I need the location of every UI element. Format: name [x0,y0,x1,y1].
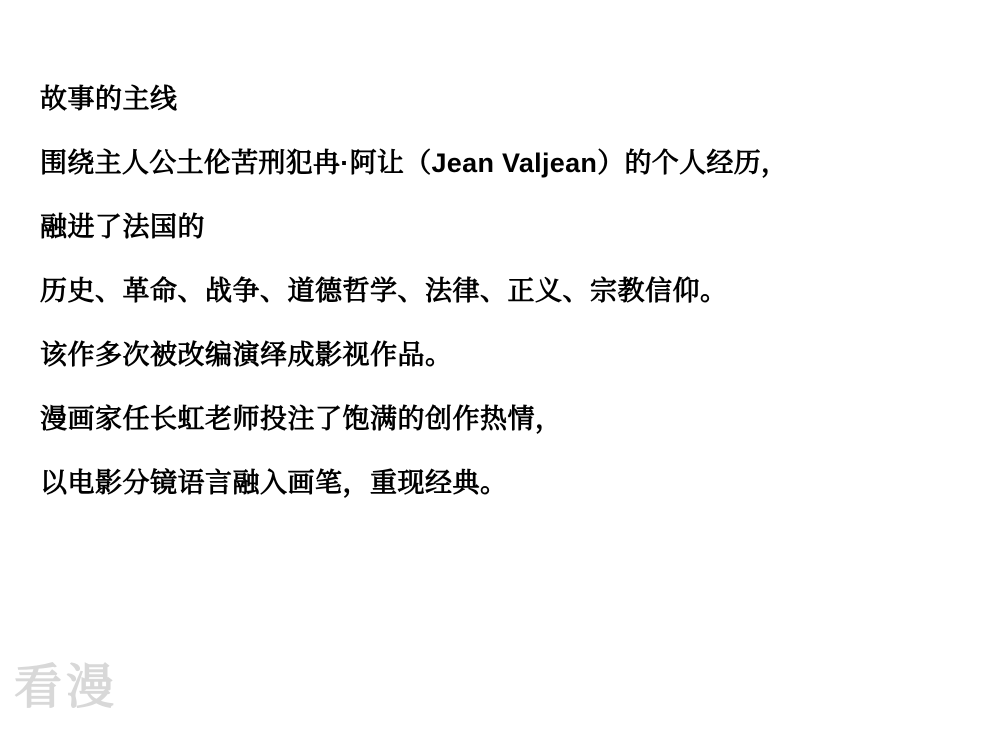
body-line: 融进了法国的 [40,212,205,242]
body-line: 漫画家任长虹老师投注了饱满的创作热情， [40,404,563,434]
watermark-label: 看漫 [14,661,119,714]
body-line: 故事的主线 [40,84,178,114]
body-line: 该作多次被改编演绎成影视作品。 [40,340,453,370]
body-line: 围绕主人公土伦苦刑犯冉·阿让（Jean Valjean）的个人经历， [40,148,789,178]
body-line: 历史、革命、战争、道德哲学、法律、正义、宗教信仰。 [40,276,728,306]
body-line: 以电影分镜语言融入画笔，重现经典。 [40,468,508,498]
document-body [40,86,970,534]
